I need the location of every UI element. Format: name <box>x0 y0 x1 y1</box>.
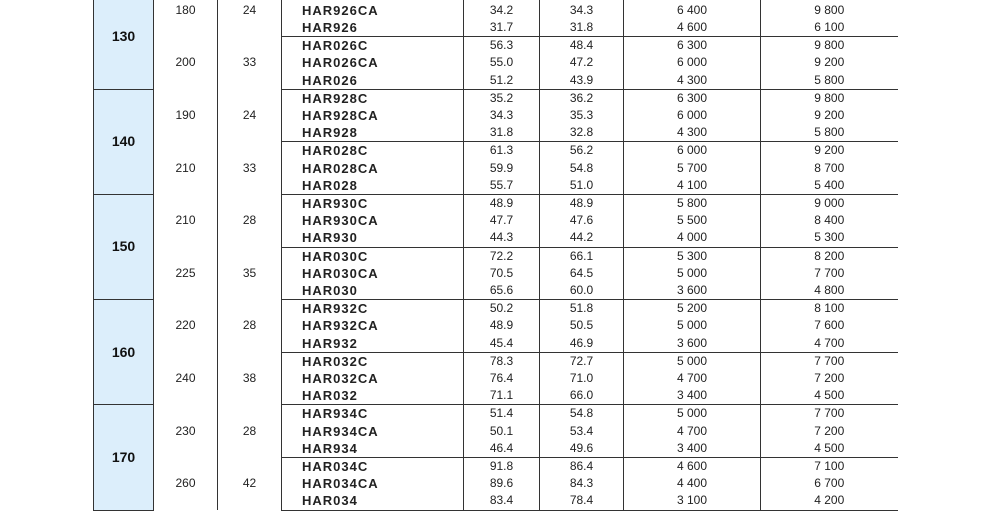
dynamic-load-rating-cell: 65.6 <box>464 282 540 300</box>
speed-limit-grease-cell: 4 600 <box>624 457 761 475</box>
speed-limit-grease-cell: 3 400 <box>624 440 761 458</box>
dynamic-load-rating-cell: 59.9 <box>464 160 540 177</box>
dynamic-load-rating-cell: 48.9 <box>464 317 540 334</box>
table-body <box>94 0 898 510</box>
width-cell: 28 <box>218 194 282 247</box>
bearing-designation-cell: HAR032CA <box>282 370 464 387</box>
static-load-rating-cell: 71.0 <box>540 370 624 387</box>
speed-limit-oil-cell: 9 200 <box>814 107 845 122</box>
static-load-rating-cell: 51.8 <box>540 300 624 318</box>
speed-limit-oil-cell: 5 300 <box>761 229 898 247</box>
outer-diameter-cell: 210 <box>154 142 218 195</box>
dynamic-load-rating-cell: 78.3 <box>464 352 540 370</box>
static-load-rating-cell: 49.6 <box>540 440 624 458</box>
bearing-designation-cell: HAR928 <box>282 124 464 142</box>
speed-limit-grease-cell: 5 700 <box>624 160 761 177</box>
static-load-rating-cell: 54.8 <box>540 405 624 423</box>
dynamic-load-rating-cell: 76.4 <box>464 370 540 387</box>
table-row <box>94 300 898 318</box>
bore-diameter-cell: 130 <box>94 0 154 89</box>
dynamic-load-rating-cell: 48.9 <box>464 194 540 212</box>
table-row <box>94 194 898 212</box>
speed-limit-oil-cell: 9 800 <box>814 2 845 17</box>
speed-limit-oil-cell: 4 200 <box>761 492 898 510</box>
static-load-rating-cell: 78.4 <box>540 492 624 510</box>
bearing-designation-cell: HAR932 <box>282 335 464 353</box>
static-load-rating-cell: 48.9 <box>540 194 624 212</box>
speed-limit-oil-cell: 9 800 <box>814 38 845 53</box>
static-load-rating-cell: 56.2 <box>540 142 624 160</box>
static-load-rating-cell: 72.7 <box>540 352 624 370</box>
dynamic-load-rating-cell: 71.1 <box>464 387 540 405</box>
speed-limit-grease-cell: 5 000 <box>624 265 761 282</box>
speed-limit-oil-cell: 8 400 <box>814 213 845 228</box>
static-load-rating-cell: 50.5 <box>540 317 624 334</box>
speed-limit-oil-cell: 6 100 <box>761 19 898 37</box>
speed-limit-grease-cell: 5 800 <box>624 194 761 212</box>
bearing-designation-cell: HAR026CA <box>282 54 464 71</box>
dynamic-load-rating-cell: 50.2 <box>464 300 540 318</box>
table-row <box>94 37 898 55</box>
dynamic-load-rating-cell: 89.6 <box>464 475 540 492</box>
width-cell: 42 <box>218 457 282 510</box>
speed-limit-grease-cell: 5 000 <box>624 405 761 423</box>
speed-limit-grease-cell: 3 400 <box>624 387 761 405</box>
dynamic-load-rating-cell: 51.4 <box>464 405 540 423</box>
dynamic-load-rating-cell: 47.7 <box>464 212 540 229</box>
width-cell: 35 <box>218 247 282 300</box>
bearing-designation-cell: HAR932CA <box>282 317 464 334</box>
speed-limit-oil-cell: 9 000 <box>814 195 845 210</box>
outer-diameter-cell: 200 <box>154 37 218 90</box>
static-load-rating-cell: 84.3 <box>540 475 624 492</box>
speed-limit-grease-cell: 6 000 <box>624 142 761 160</box>
outer-diameter-cell: 180 <box>154 0 218 37</box>
speed-limit-oil-cell: 7 700 <box>814 265 845 280</box>
bearing-designation-cell: HAR926 <box>282 19 464 37</box>
dynamic-load-rating-cell: 44.3 <box>464 229 540 247</box>
bearing-designation-cell: HAR934C <box>282 405 464 423</box>
width-cell: 33 <box>218 142 282 195</box>
speed-limit-oil-cell: 6 700 <box>814 476 845 491</box>
bearing-designation-cell: HAR028C <box>282 142 464 160</box>
speed-limit-grease-cell: 4 700 <box>624 370 761 387</box>
static-load-rating-cell: 53.4 <box>540 423 624 440</box>
speed-limit-oil-cell: 7 200 <box>814 423 845 438</box>
dynamic-load-rating-cell: 34.2 <box>464 2 540 19</box>
dynamic-load-rating-cell: 46.4 <box>464 440 540 458</box>
speed-limit-oil-cell: 8 100 <box>814 301 845 316</box>
speed-limit-oil-cell: 5 800 <box>761 72 898 90</box>
bearing-designation-cell: HAR034C <box>282 457 464 475</box>
bearing-designation-cell: HAR934CA <box>282 423 464 440</box>
speed-limit-grease-cell: 5 200 <box>624 300 761 318</box>
bearing-designation-cell: HAR030CA <box>282 265 464 282</box>
speed-limit-grease-cell: 4 100 <box>624 177 761 195</box>
bearing-designation-cell: HAR034CA <box>282 475 464 492</box>
table-row <box>94 142 898 160</box>
bore-diameter-cell: 160 <box>94 300 154 405</box>
bearing-designation-cell: HAR928CA <box>282 107 464 124</box>
bearing-designation-cell: HAR932C <box>282 300 464 318</box>
table-row <box>94 405 898 423</box>
speed-limit-oil-cell: 4 700 <box>761 335 898 353</box>
speed-limit-oil-cell: 4 500 <box>761 440 898 458</box>
bearing-designation-cell: HAR026C <box>282 37 464 55</box>
dynamic-load-rating-cell: 56.3 <box>464 37 540 55</box>
static-load-rating-cell: 43.9 <box>540 72 624 90</box>
outer-diameter-cell: 190 <box>154 89 218 142</box>
dynamic-load-rating-cell: 55.0 <box>464 54 540 71</box>
bearing-designation-cell: HAR930CA <box>282 212 464 229</box>
speed-limit-grease-cell: 6 000 <box>624 54 761 71</box>
static-load-rating-cell: 86.4 <box>540 457 624 475</box>
speed-limit-oil-cell: 7 100 <box>814 458 845 473</box>
outer-diameter-cell: 240 <box>154 352 218 405</box>
speed-limit-grease-cell: 4 300 <box>624 124 761 142</box>
speed-limit-oil-cell: 4 800 <box>761 282 898 300</box>
outer-diameter-cell: 260 <box>154 457 218 510</box>
dynamic-load-rating-cell: 83.4 <box>464 492 540 510</box>
speed-limit-grease-cell: 4 600 <box>624 19 761 37</box>
static-load-rating-cell: 47.2 <box>540 54 624 71</box>
dynamic-load-rating-cell: 61.3 <box>464 142 540 160</box>
dynamic-load-rating-cell: 35.2 <box>464 89 540 107</box>
speed-limit-oil-cell: 9 200 <box>814 55 845 70</box>
bearing-designation-cell: HAR026 <box>282 72 464 90</box>
speed-limit-oil-cell: 7 200 <box>814 370 845 385</box>
dynamic-load-rating-cell: 50.1 <box>464 423 540 440</box>
dynamic-load-rating-cell: 45.4 <box>464 335 540 353</box>
speed-limit-grease-cell: 4 700 <box>624 423 761 440</box>
bearing-designation-cell: HAR032 <box>282 387 464 405</box>
speed-limit-oil-cell: 8 200 <box>814 248 845 263</box>
bearing-designation-cell: HAR926CA <box>282 2 464 19</box>
table-row <box>94 457 898 475</box>
speed-limit-oil-cell: 5 400 <box>761 177 898 195</box>
speed-limit-grease-cell: 5 300 <box>624 247 761 265</box>
speed-limit-oil-cell: 5 800 <box>761 124 898 142</box>
width-cell: 24 <box>218 0 282 37</box>
static-load-rating-cell: 54.8 <box>540 160 624 177</box>
static-load-rating-cell: 51.0 <box>540 177 624 195</box>
static-load-rating-cell: 60.0 <box>540 282 624 300</box>
bearing-designation-cell: HAR928C <box>282 89 464 107</box>
speed-limit-grease-cell: 4 400 <box>624 475 761 492</box>
speed-limit-grease-cell: 3 600 <box>624 335 761 353</box>
bearing-designation-cell: HAR930 <box>282 229 464 247</box>
width-cell: 38 <box>218 352 282 405</box>
bore-diameter-cell: 150 <box>94 194 154 299</box>
bearing-designation-cell: HAR934 <box>282 440 464 458</box>
bearing-spec-table <box>93 0 898 511</box>
bearing-designation-cell: HAR028 <box>282 177 464 195</box>
outer-diameter-cell: 230 <box>154 405 218 458</box>
bearing-designation-cell: HAR030 <box>282 282 464 300</box>
speed-limit-grease-cell: 3 600 <box>624 282 761 300</box>
dynamic-load-rating-cell: 34.3 <box>464 107 540 124</box>
speed-limit-oil-cell: 4 500 <box>761 387 898 405</box>
dynamic-load-rating-cell: 91.8 <box>464 457 540 475</box>
bearing-designation-cell: HAR030C <box>282 247 464 265</box>
speed-limit-grease-cell: 6 400 <box>624 2 761 19</box>
speed-limit-oil-cell: 9 200 <box>814 143 845 158</box>
static-load-rating-cell: 35.3 <box>540 107 624 124</box>
speed-limit-grease-cell: 6 300 <box>624 37 761 55</box>
speed-limit-grease-cell: 5 000 <box>624 352 761 370</box>
static-load-rating-cell: 36.2 <box>540 89 624 107</box>
outer-diameter-cell: 220 <box>154 300 218 353</box>
bearing-designation-cell: HAR032C <box>282 352 464 370</box>
static-load-rating-cell: 64.5 <box>540 265 624 282</box>
speed-limit-grease-cell: 6 000 <box>624 107 761 124</box>
static-load-rating-cell: 48.4 <box>540 37 624 55</box>
static-load-rating-cell: 44.2 <box>540 229 624 247</box>
static-load-rating-cell: 66.1 <box>540 247 624 265</box>
speed-limit-oil-cell: 7 700 <box>814 353 845 368</box>
static-load-rating-cell: 31.8 <box>540 19 624 37</box>
speed-limit-oil-cell: 7 700 <box>814 406 845 421</box>
speed-limit-grease-cell: 4 000 <box>624 229 761 247</box>
width-cell: 28 <box>218 300 282 353</box>
static-load-rating-cell: 32.8 <box>540 124 624 142</box>
dynamic-load-rating-cell: 31.8 <box>464 124 540 142</box>
speed-limit-grease-cell: 5 500 <box>624 212 761 229</box>
dynamic-load-rating-cell: 70.5 <box>464 265 540 282</box>
bearing-designation-cell: HAR034 <box>282 492 464 510</box>
speed-limit-grease-cell: 6 300 <box>624 89 761 107</box>
speed-limit-grease-cell: 3 100 <box>624 492 761 510</box>
table-row <box>94 352 898 370</box>
static-load-rating-cell: 34.3 <box>540 2 624 19</box>
outer-diameter-cell: 210 <box>154 194 218 247</box>
bore-diameter-cell: 170 <box>94 405 154 510</box>
dynamic-load-rating-cell: 72.2 <box>464 247 540 265</box>
speed-limit-oil-cell: 9 800 <box>814 90 845 105</box>
dynamic-load-rating-cell: 51.2 <box>464 72 540 90</box>
speed-limit-grease-cell: 5 000 <box>624 317 761 334</box>
static-load-rating-cell: 46.9 <box>540 335 624 353</box>
outer-diameter-cell: 225 <box>154 247 218 300</box>
width-cell: 33 <box>218 37 282 90</box>
width-cell: 28 <box>218 405 282 458</box>
dynamic-load-rating-cell: 31.7 <box>464 19 540 37</box>
dynamic-load-rating-cell: 55.7 <box>464 177 540 195</box>
speed-limit-grease-cell: 4 300 <box>624 72 761 90</box>
table-row <box>94 247 898 265</box>
static-load-rating-cell: 47.6 <box>540 212 624 229</box>
speed-limit-oil-cell: 7 600 <box>814 318 845 333</box>
width-cell: 24 <box>218 89 282 142</box>
static-load-rating-cell: 66.0 <box>540 387 624 405</box>
speed-limit-oil-cell: 8 700 <box>814 160 845 175</box>
bearing-designation-cell: HAR930C <box>282 194 464 212</box>
bore-diameter-cell: 140 <box>94 89 154 194</box>
bearing-designation-cell: HAR028CA <box>282 160 464 177</box>
table-row <box>94 89 898 107</box>
